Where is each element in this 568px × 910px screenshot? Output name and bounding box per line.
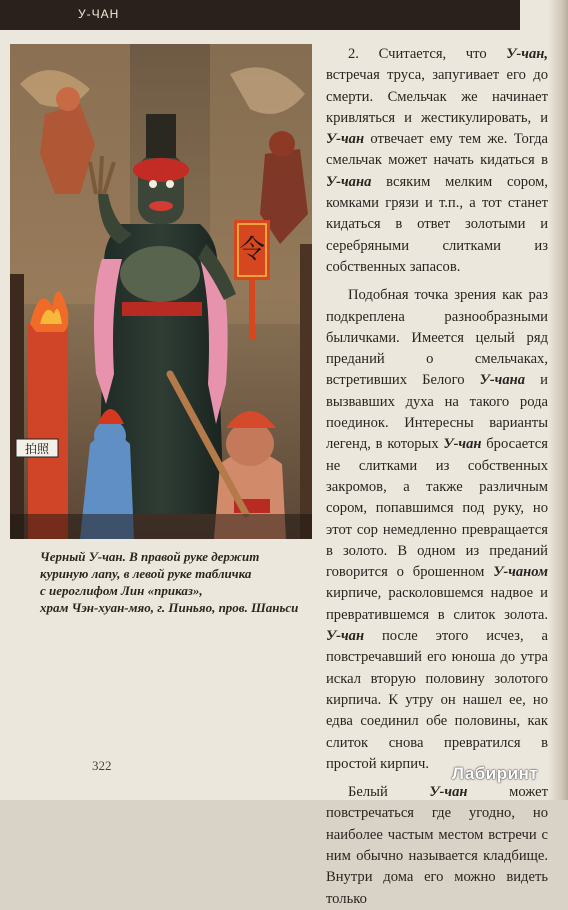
labirint-watermark-logo: Лабиринт (452, 764, 539, 783)
text-run: Белый (348, 784, 430, 801)
emphasized-term: У-чан (326, 628, 365, 645)
photo-caption (40, 548, 330, 616)
text-run: и вызвавших духа на такого рода поединок. Интересны варианты легенд, в которых (326, 372, 548, 453)
tablet-glyph: 令 (238, 235, 266, 265)
emphasized-term: У-чан (429, 784, 468, 801)
text-run: отвечает ему тем же. Тогда смельчак может начать кидаться в (326, 131, 548, 169)
paragraph-1 (326, 44, 548, 278)
caption-line: храм Чэн-хуан-мяо, г. Пиньяо, пров. Шаньси (40, 600, 299, 615)
emphasized-term: У-чан (326, 131, 365, 148)
photo-small-sign: 拍照 (24, 442, 50, 456)
running-header-title: У-ЧАН (78, 7, 120, 21)
text-run: после этого исчез, а повстречавший его юноша до утра искал вторую половину золотого кирпича. К утру он нашел ее, но едва соединил обе половины, как слиток снова превратился в простой кирпич. (326, 628, 548, 772)
page-number: 322 (92, 758, 112, 773)
page-edge-shadow (548, 0, 568, 800)
text-run: 2. Считается, что (348, 46, 507, 62)
paragraph-3 (326, 782, 548, 910)
emphasized-term: У-чана (326, 173, 372, 190)
emphasized-term: У-чана (479, 372, 526, 389)
caption-line: куриную лапу, в левой руке табличка (40, 566, 252, 581)
caption-line: Черный У-чан. В правой руке держит (40, 549, 260, 564)
caption-line: с иероглифом Лин «приказ», (40, 583, 203, 598)
text-run: Подобная точка зрения как раз подкреплена разнообразными быличками. Имеется целый ряд преданий о смельчаках, встретивших Белого (326, 287, 548, 389)
text-run: может повстречаться где угодно, но наиболее частым местом встречи с ним обычно называется кладбище. Внутри дома его можно видеть только (326, 784, 549, 907)
text-run: бросается не слитками из собственных закромов, а также различным сором, попавшимся под руку, но этот сор немедленно превращается в золото. В одном из преданий говорится о брошенном (326, 436, 548, 581)
paragraph-2 (326, 285, 548, 775)
text-run: встречая труса, запугивает его до смерти. Смельчак же начинает кривляться и жестикулировать, и (326, 67, 548, 126)
emphasized-term: У-чаном (493, 564, 548, 581)
temple-statue-photo (10, 44, 312, 539)
emphasized-term: У-чан, (506, 46, 548, 62)
text-run: всяким мелким сором, комками грязи и т.п., а тот станет кидаться в ответ золотыми и серебряными слитками из собственных запасов. (326, 173, 548, 275)
emphasized-term: У-чан (443, 436, 482, 453)
running-header (0, 0, 520, 30)
text-run: кирпиче, расколовшемся надвое и превратившемся в слиток золота. (326, 585, 548, 623)
